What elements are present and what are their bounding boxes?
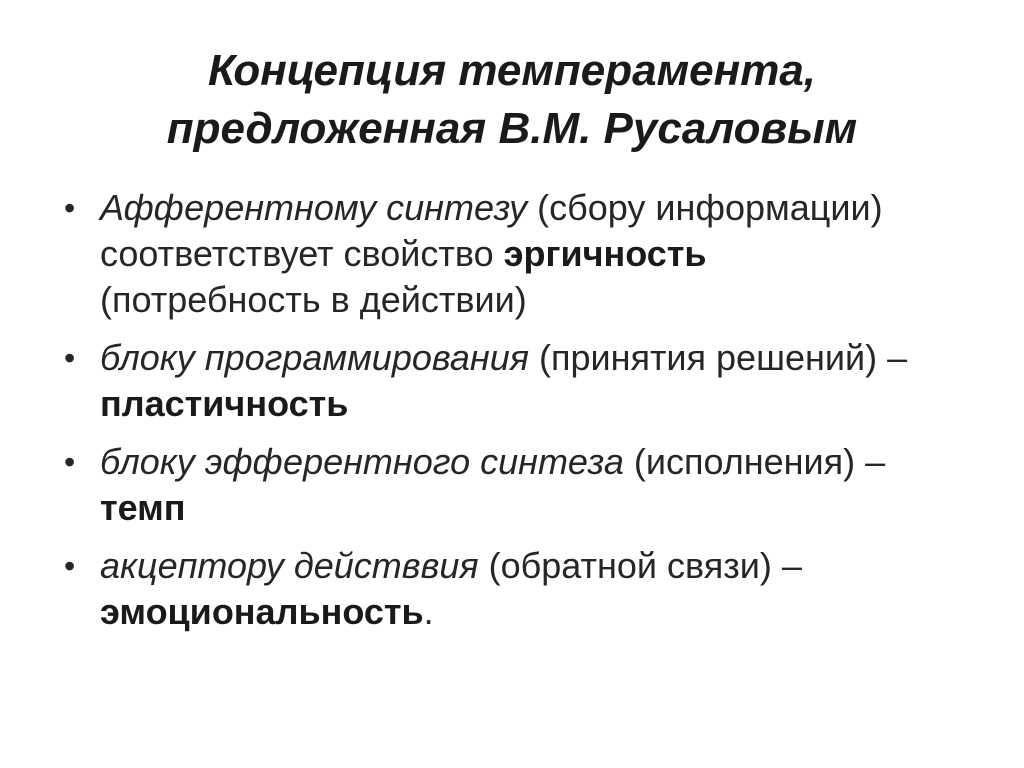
item-italic-term: блоку программирования — [100, 337, 529, 378]
item-plain-text: (исполнения) – — [623, 441, 886, 482]
bullet-item-action-acceptor — [60, 543, 920, 635]
item-tail-text: . — [423, 591, 434, 632]
slide-title — [60, 42, 964, 158]
item-bold-property: темп — [100, 487, 186, 528]
item-bold-property: эргичность — [503, 233, 707, 274]
title-line-2: предложенная В.М. Русаловым — [166, 104, 858, 153]
bullet-item-afferent-synthesis — [60, 185, 920, 323]
item-plain-text: (обратной связи) – — [478, 545, 802, 586]
bullet-icon: • — [64, 444, 76, 480]
bullet-icon: • — [64, 548, 76, 584]
item-italic-term: Афферентному синтезу — [100, 187, 528, 228]
item-tail-text: (потребность в действии) — [100, 279, 527, 320]
title-line-1: Концепция темперамента, — [207, 46, 817, 95]
bullet-item-programming-block — [60, 335, 920, 427]
item-plain-text: (принятия решений) – — [528, 337, 908, 378]
item-italic-term: блоку эфферентного синтеза — [100, 441, 624, 482]
bullet-icon: • — [64, 340, 76, 376]
bullet-list — [60, 185, 920, 647]
item-plain-text: (сбору информации) соответствует свойство — [100, 187, 883, 274]
item-bold-property: эмоциональность — [100, 591, 424, 632]
item-bold-property: пластичность — [100, 383, 349, 424]
bullet-item-efferent-synthesis — [60, 439, 920, 531]
item-italic-term: акцептору действвия — [100, 545, 479, 586]
bullet-icon: • — [64, 190, 76, 226]
